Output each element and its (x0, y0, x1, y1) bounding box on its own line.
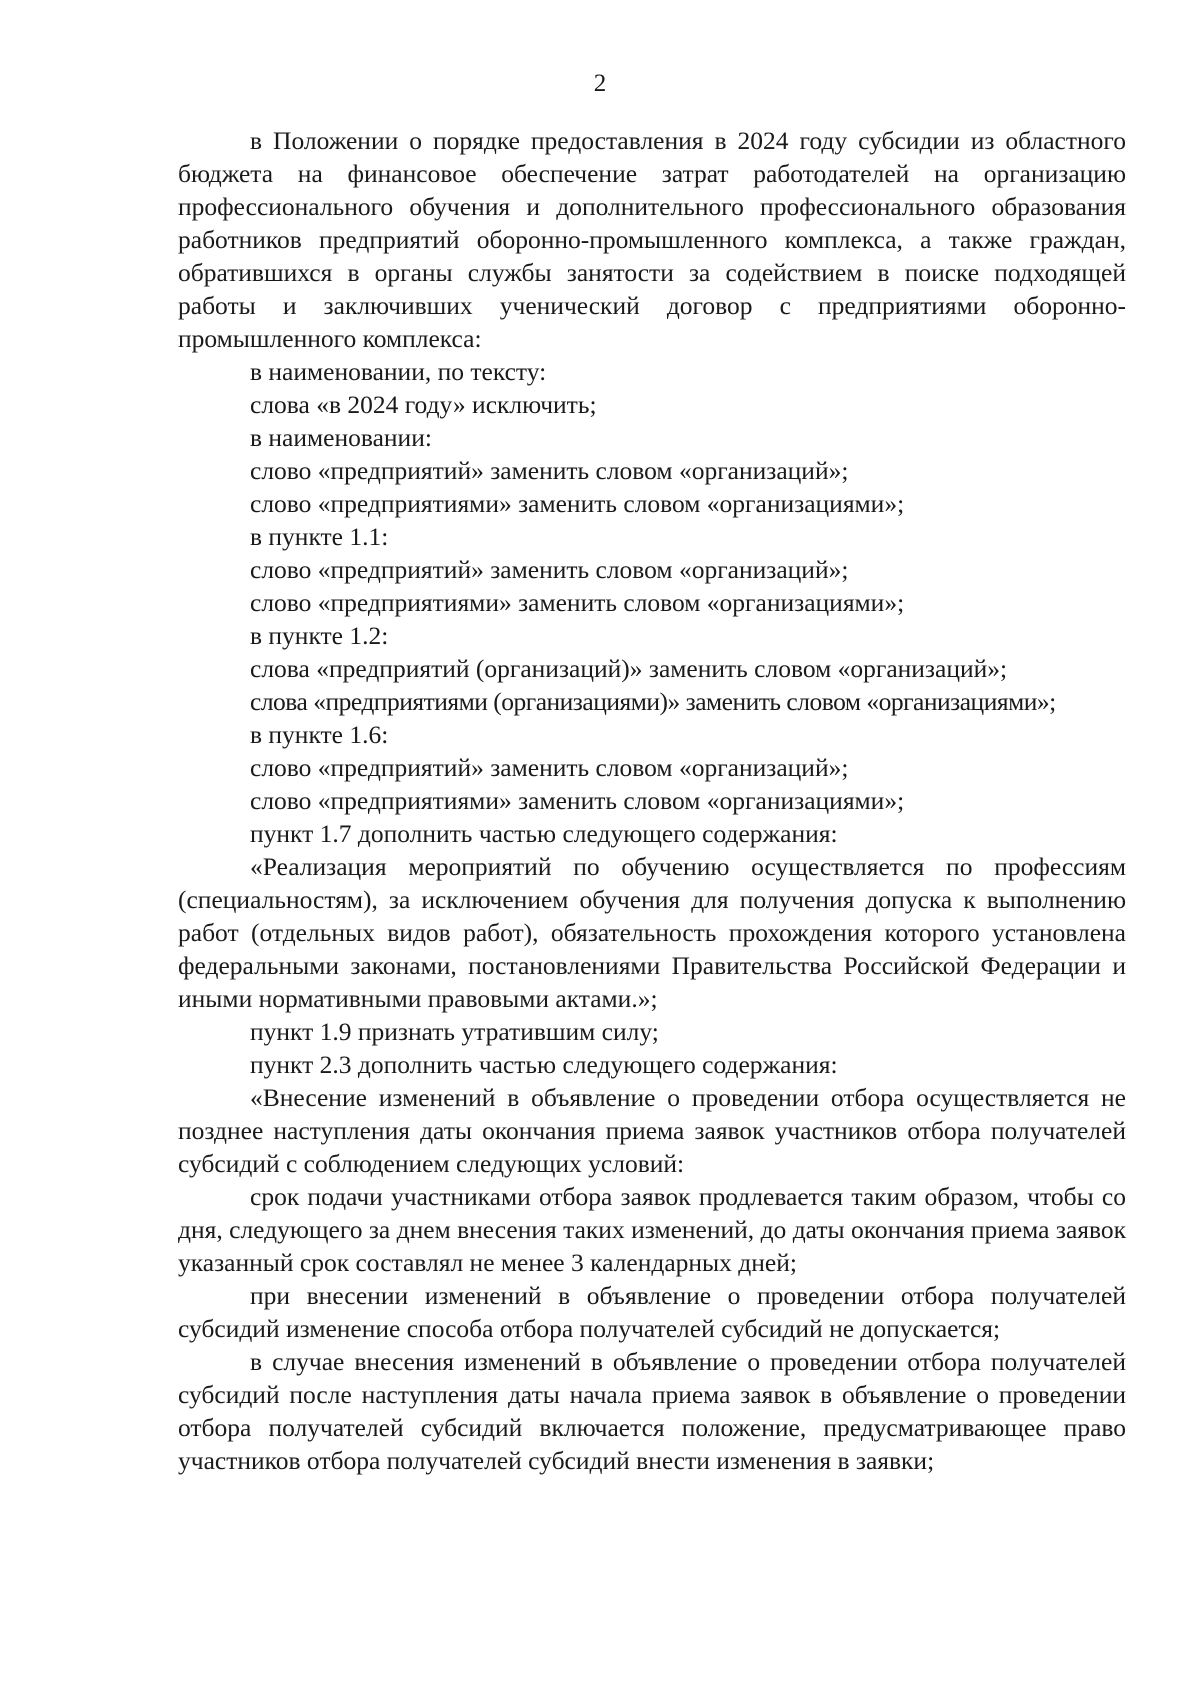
amendment-item: пункт 1.9 признать утратившим силу; (250, 1017, 659, 1046)
quote-paragraph: срок подачи участниками отбора заявок продлевается таким образом, чтобы со дня, следующего за днем внесения таких изменений, до даты окончания приема заявок указанный срок составлял не менее 3 календарных дней; (178, 1182, 1126, 1277)
quote-paragraph: в случае внесения изменений в объявление о проведении отбора получателей субсидий после наступления даты начала приема заявок в объявление о проведении отбора получателей субсидий включается положение, предусматривающее право участников отбора получателей субсидий внести изменения в заявки; (178, 1347, 1126, 1475)
quote-paragraph: «Реализация мероприятий по обучению осуществляется по профессиям (специальностям), за исключением обучения для получения допуска к выполнению работ (отдельных видов работ), обязательность прохождения которого установлена федеральными законами, постановлениями Правительства Российской Федерации и иными нормативными правовыми актами.»; (178, 852, 1126, 1013)
amendment-item: слово «предприятий» заменить словом «организаций»; (250, 555, 849, 584)
quote-paragraph: «Внесение изменений в объявление о проведении отбора осуществляется не позднее наступления даты окончания приема заявок участников отбора получателей субсидий с соблюдением следующих условий: (178, 1083, 1126, 1178)
intro-paragraph: в Положении о порядке предоставления в 2024 году субсидии из областного бюджета на финансовое обеспечение затрат работодателей на организацию профессионального обучения и дополнительного профессионального образования работников предприятий оборонно-промышленного комплекса, а также граждан, обратившихся в органы службы занятости за содействием в поиске подходящей работы и заключивших ученический договор с предприятиями оборонно-промышленного комплекса: (178, 126, 1126, 353)
amendment-item: в пункте 1.1: (250, 522, 389, 551)
amendment-item: в пункте 1.2: (250, 621, 389, 650)
amendment-item: в наименовании, по тексту: (250, 357, 547, 386)
amendment-item: слово «предприятиями» заменить словом «организациями»; (250, 786, 905, 815)
quote-paragraph: при внесении изменений в объявление о проведении отбора получателей субсидий изменение способа отбора получателей субсидий не допускается; (178, 1281, 1126, 1343)
amendment-item: в пункте 1.6: (250, 720, 389, 749)
page-number: 2 (593, 70, 607, 97)
amendment-item: слова «в 2024 году» исключить; (250, 390, 597, 419)
amendment-item: в наименовании: (250, 423, 432, 452)
amendment-item: пункт 2.3 дополнить частью следующего содержания: (250, 1050, 838, 1079)
amendment-item: слова «предприятий (организаций)» заменить словом «организаций»; (250, 654, 1008, 683)
amendment-item: пункт 1.7 дополнить частью следующего содержания: (250, 819, 838, 848)
amendment-item: слово «предприятиями» заменить словом «организациями»; (250, 489, 905, 518)
document-body (178, 124, 1126, 1477)
amendment-item: слово «предприятиями» заменить словом «организациями»; (250, 588, 905, 617)
amendment-item: слово «предприятий» заменить словом «организаций»; (250, 456, 849, 485)
amendment-item: слова «предприятиями (организациями)» заменить словом «организациями»; (250, 687, 1056, 716)
amendment-item: слово «предприятий» заменить словом «организаций»; (250, 753, 849, 782)
